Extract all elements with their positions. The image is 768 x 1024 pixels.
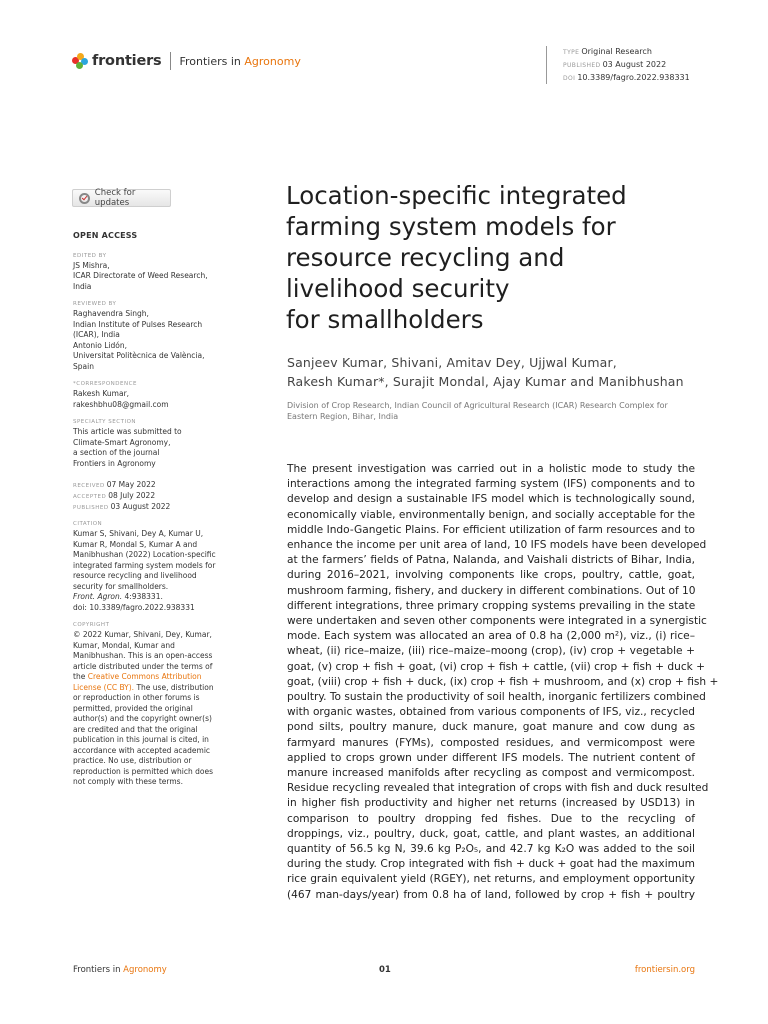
abstract: The present investigation was carried out in a holistic mode to study the interactions among the integrated farming system (IFS) components and to develop and design a sustainable IFS model which is technologically sound, economically viable, environmentally benign, and socially acceptable for the middle Indo-Gangetic Plains. For efficient utilization of farm resources and to enhance the income per unit area of land, 10 IFS models have been developed at the farmers’ fields of Patna, Nalanda, and Vaishali districts of Bihar, India, during 2016–2021, involving components like crops, poultry, cattle, goat, mushroom farming, fishery, and duckery in different combinations. Out of 10 different integrations, three primary cropping systems prevailing in the state were undertaken and seven other components were integrated in a synergistic mode. Each system was allocated an area of 0.8 ha (2,000 m²), viz., (i) rice– wheat, (ii) rice–maize, (iii) rice–maize–moong (crop), (iv) crop + vegetable + goat, (v) crop + fish + goat, (vi) crop + fish + cattle, (vii) crop + fish + duck + goat, (viii) crop + fish + duck, (ix) crop + fish + mushroom, and (x) crop + fish + poultry. To sustain the productivity of soil health, inorganic fertilizers combined with organic wastes, obtained from various components of IFS, viz., recycled pond silts, poultry manure, duck manure, goat manure and cow dung as farmyard manures (FYMs), composted residues, and vermicompost were applied to crops grown under different IFS models. The nutrient content of manure increased manifolds after recycling as compost and vermicompost. Residue recycling revealed that integration of crops with fish and duck resulted in higher fish productivity and higher net returns (increased by USD13) in comparison to poultry dropping fed fishes. Due to the recycling of droppings, viz., poultry, duck, goat, cattle, and plant wastes, an additional quantity of 56.5 kg N, 39.6 kg P₂O₅, and 42.7 kg K₂O was added to the soil during the study. Crop integrated with fish + duck + goat had the maximum rice grain equivalent yield (RGEY), net returns, and employment opportunity (467 man-days/year) from 0.8 ha of land, followed by crop + fish + poultry (287, 463, 719, 901)
journal-header-logo[interactable] (72, 50, 301, 72)
check-for-updates-button[interactable]: Check for updates (72, 189, 171, 207)
article-info-sidebar (73, 231, 233, 788)
correspondence-email[interactable]: rakeshbhu08@gmail.com (73, 399, 169, 409)
header-divider (170, 52, 171, 70)
specialty-section-label: SPECIALTY SECTION (73, 419, 137, 425)
doi[interactable]: 10.3389/fagro.2022.938331 (577, 73, 690, 82)
article-dates: RECEIVED 07 May 2022 ACCEPTED 08 July 2022 PUBLISHED 03 August 2022 (73, 480, 171, 511)
check-updates-icon (79, 193, 90, 204)
reviewed-by-label: REVIEWED BY (73, 301, 117, 307)
citation-label: CITATION (73, 521, 103, 527)
open-access-label: OPEN ACCESS (73, 231, 138, 240)
editor-info: JS Mishra, ICAR Directorate of Weed Research, India (73, 260, 208, 291)
published-date: 03 August 2022 (602, 60, 667, 69)
article-type: Original Research (581, 47, 652, 56)
journal-name: Frontiers in Agronomy (179, 54, 301, 68)
correspondence-label: *CORRESPONDENCE (73, 381, 137, 387)
accepted-date: 08 July 2022 (108, 491, 156, 500)
footer-site-link[interactable]: frontiersin.org (634, 965, 695, 975)
affiliation: Division of Crop Research, Indian Council of Agricultural Research (ICAR) Research Complex for Eastern Region, Bihar, India (287, 401, 668, 421)
correspondence-info: Rakesh Kumar, rakeshbhu08@gmail.com (73, 389, 233, 410)
brand-name: frontiers (92, 53, 162, 69)
received-date: 07 May 2022 (106, 480, 156, 489)
specialty-info: This article was submitted to Climate-Smart Agronomy, a section of the journal Frontiers in Agronomy (73, 427, 182, 468)
page-number: 01 (379, 965, 391, 975)
footer-journal: Frontiers in Agronomy (73, 965, 167, 975)
citation-text: Kumar S, Shivani, Dey A, Kumar U, Kumar R, Mondal S, Kumar A and Manibhushan (2022) Location-specific integrated farming system models for resource recycling and livelihood security for smallholders. Front. Agron. 4:938331. doi: 10.3389/fagro.2022.938331 (73, 529, 233, 613)
copyright-text: © 2022 Kumar, Shivani, Dey, Kumar, Kumar, Mondal, Kumar and Manibhushan. This is an open-access article distributed under the terms of the Creative Commons Attribution License (CC BY). The use, distribution or reproduction in other forums is permitted, provided the original author(s) and the copyright owner(s) are credited and that the original publication in this journal is cited, in accordance with accepted academic practice. No use, distribution or reproduction is permitted which does not comply with these terms. (73, 630, 214, 786)
reviewer-info: Raghavendra Singh, Indian Institute of Pulses Research (ICAR), India Antonio Lidón, Universitat Politècnica de València, Spain (73, 309, 205, 371)
meta-divider (546, 46, 547, 84)
article-title: Location-specific integrated farming system models for resource recycling and livelihood security for smallholders (286, 181, 627, 334)
cc-license-link[interactable]: Creative Commons Attribution (87, 672, 202, 681)
frontiers-logo-icon (72, 53, 89, 70)
cc-license-link-cont[interactable]: License (CC BY). (73, 682, 135, 692)
author-list: Sanjeev Kumar, Shivani, Amitav Dey, Ujjwal Kumar, Rakesh Kumar*, Surajit Mondal, Ajay Kumar and Manibhushan (287, 355, 684, 389)
article-meta: TYPE Original Research PUBLISHED 03 August 2022 DOI 10.3389/fagro.2022.938331 (563, 47, 690, 82)
sidebar-published-date: 03 August 2022 (110, 502, 171, 511)
edited-by-label: EDITED BY (73, 252, 107, 259)
copyright-label: COPYRIGHT (73, 622, 110, 628)
citation-doi[interactable]: doi: 10.3389/fagro.2022.938331 (73, 602, 195, 612)
